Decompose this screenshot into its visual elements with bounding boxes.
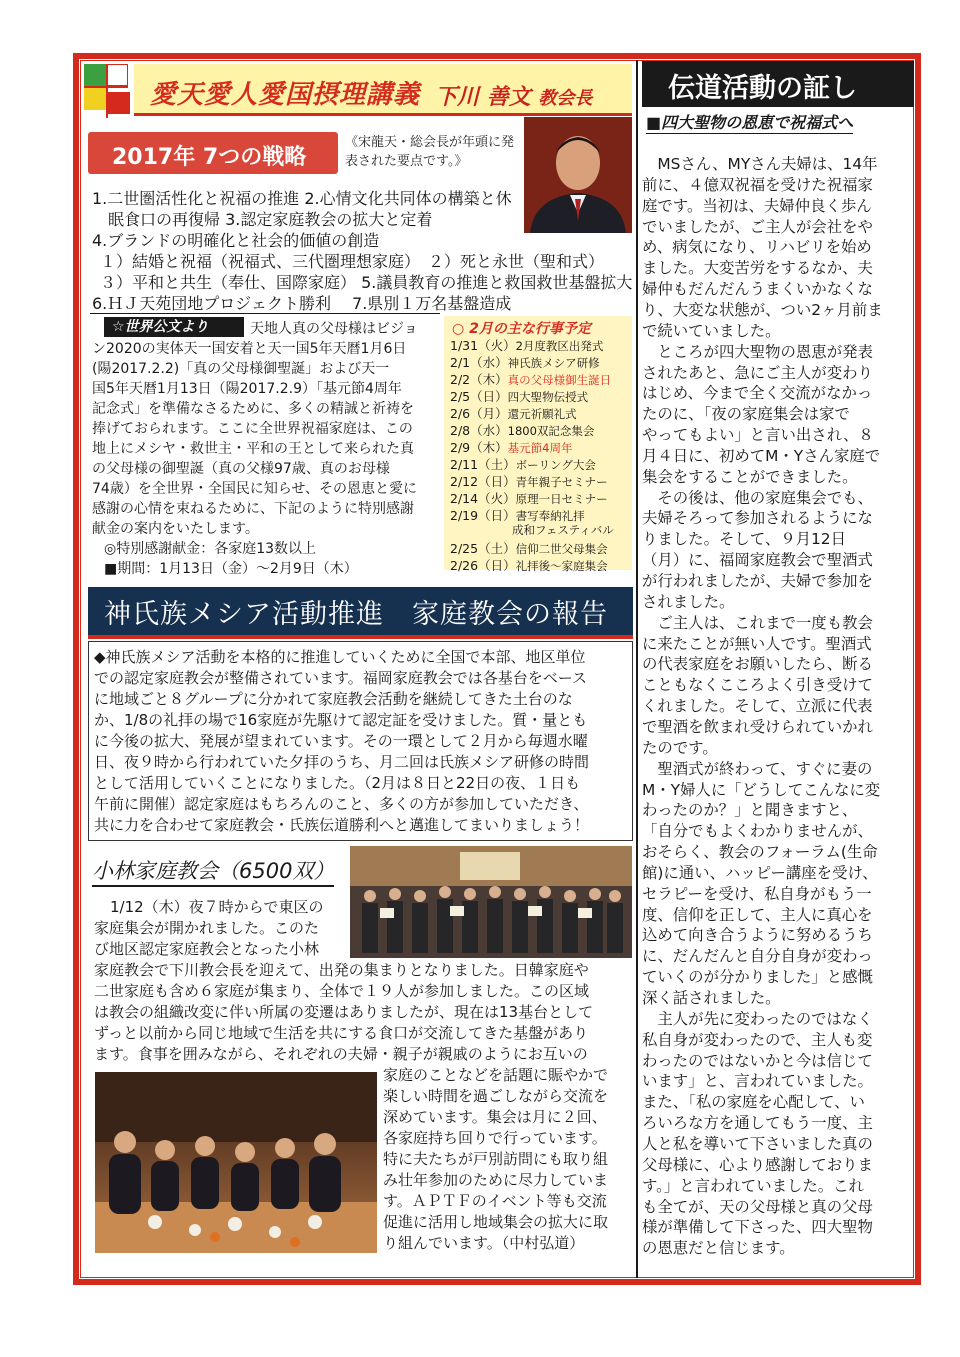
testimony-line: に、だんだんと自分自身が変わっ	[642, 947, 873, 966]
schedule-date: 2/1（水）	[450, 355, 508, 370]
testimony-line: 「自分でもよくわかりませんが、	[642, 822, 873, 841]
testimony-line: その後は、他の家庭集会でも、	[642, 488, 873, 507]
schedule-event: 信仰二世父母集会	[515, 542, 608, 556]
testimony-line: います」と、言われていました。	[642, 1072, 873, 1091]
schedule-event: 青年親子セミナー	[515, 475, 608, 489]
kobayashi-full-line-3: は教会の組織改変に伴い所属の変遷はありましたが、現在は13基台として	[94, 1003, 594, 1021]
world-label: ☆世界公文より	[104, 317, 244, 337]
schedule-date: 2/12（日）	[450, 474, 516, 489]
testimony-line: セラピーを受け、私自身がもう一	[642, 884, 872, 903]
schedule-event: 真の父母様御生誕日	[507, 373, 612, 387]
strategy-heading: 2017年 7つの戦略	[112, 145, 307, 170]
strategy-note: 《宋龍天・総会長が年頭に発表された要点です。》	[345, 135, 515, 169]
testimony-line: 月４日に、初めてM・Yさん家庭で	[642, 446, 881, 465]
world-line-12: ◎特別感謝献金：各家庭13数以上	[104, 541, 317, 557]
world-line-3: (陽2017.2.2)「真の父母様御聖誕」および天一	[92, 361, 390, 377]
schedule-date: 2/14（火）	[450, 491, 516, 506]
report-line-9: 共に力を合わせて家庭教会・氏族伝道勝利へと邁進してまいりましょう！	[94, 816, 590, 834]
testimony-line: の代表家庭をお願いしたら、断る	[642, 655, 873, 674]
column-divider	[636, 60, 638, 1278]
gathering-photo	[95, 1072, 377, 1253]
testimony-line: に来たことが無い人です。聖酒式	[642, 634, 872, 653]
schedule-date: 2/11（土）	[450, 457, 516, 472]
kobayashi-side-line-8: 促進に活用し地域集会の拡大に取	[383, 1213, 609, 1231]
world-line-6: 捧げておられます。ここに全世界祝福家庭は、この	[92, 421, 413, 437]
speaker-portrait-illustration	[524, 117, 632, 233]
schedule-date: 2/9（木）	[450, 440, 508, 455]
testimony-line: 度、信仰を正して、主人に真心を	[642, 905, 873, 924]
testimony-line: す。」と言われていました。これ	[642, 1176, 864, 1195]
testimony-line: でいましたが、ご主人が会社をや	[642, 217, 873, 236]
schedule-event: 書写奉納礼拝	[515, 509, 585, 523]
report-line-6: 日、夜９時から行われていた夕拝のうち、月二回は氏族メシア研修の時間	[94, 753, 590, 771]
schedule-event: 原理一日セミナー	[515, 492, 608, 506]
kobayashi-side-line-3: 深めています。集会は月に２回、	[383, 1108, 607, 1126]
testimony-line: されたあと、急にご主人が変わり	[642, 363, 873, 382]
schedule-row	[450, 353, 600, 371]
testimony-line: たのです。	[642, 738, 718, 757]
testimony-line: で聖酒を飲まれ受けられていかれ	[642, 717, 873, 736]
deco-square-yellow	[84, 88, 106, 110]
testimony-line: ところが四大聖物の恩恵が発表	[642, 342, 873, 361]
schedule-row	[450, 387, 588, 405]
schedule-event: 還元祈願礼式	[507, 407, 577, 421]
strategy-line-1: 1.二世圏活性化と祝福の推進 2.心情文化共同体の構築と休	[92, 189, 512, 208]
world-line-11: 献金の案内をいたします。	[92, 521, 259, 537]
schedule-date: 2/19（日）	[450, 508, 516, 523]
testimony-line: りました。そして、９月12日	[642, 530, 846, 549]
report-banner-title: 神氏族メシア活動推進 家庭教会の報告	[104, 599, 608, 630]
kobayashi-full-line-2: 二世家庭も含め６家庭が集まり、全体で１９人が参加しました。この区域	[94, 982, 590, 1000]
schedule-event: 四大聖物伝授式	[507, 390, 589, 404]
testimony-line: も全てが、天の父母様と真の父母	[642, 1197, 873, 1216]
speaker-photo	[524, 117, 632, 233]
report-line-4: か、1/8の礼拝の場で16家庭が先駆けて認定証を受けました。質・量とも	[94, 711, 588, 729]
deco-square-green	[84, 64, 106, 86]
testimony-line: 様が準備して下さった、四大聖物	[642, 1218, 873, 1237]
strategy-line-2: 眠食口の再復帰 3.認定家庭教会の拡大と定着	[108, 210, 433, 229]
world-line-1: 天地人真の父母様はビジョ	[250, 321, 418, 337]
strategy-line-3: 4.ブランドの明確化と社会的価値の創造	[92, 231, 380, 250]
report-line-1: ◆神氏族メシア活動を本格的に推進していくために全国で本部、地区単位	[94, 648, 586, 666]
kobayashi-side-line-7: す。ＡＰＴＦのイベント等も交流	[383, 1192, 607, 1210]
kobayashi-top-line-3: び地区認定家庭教会となった小林	[94, 940, 320, 958]
schedule-event: 1800双記念集会	[507, 424, 595, 438]
world-line-7: 地上にメシヤ・救世主・平和の王として来られた真	[92, 441, 414, 457]
world-line-8: の父母様の御聖誕（真の父様97歳、真のお母様	[92, 461, 390, 477]
kobayashi-full-line-4: ずっと以前から同じ地域で生活を共にする食口が交流してきた基盤があり	[94, 1024, 589, 1042]
world-line-2: ン2020の実体天一国安着と天一国5年天暦1月6日	[92, 341, 407, 357]
testimony-line: 婦仲もだんだんうまくいかなくな	[642, 280, 873, 299]
schedule-row	[450, 370, 611, 388]
deco-square-white	[106, 64, 128, 86]
testimony-line: されました。	[642, 592, 735, 611]
strategy-line-6: 6.ＨＪ天苑団地プロジェクト勝利 7.県別１万名基盤造成	[92, 294, 512, 313]
kobayashi-side-line-2: 楽しい時間を過ごしながら交流を	[383, 1087, 609, 1105]
testimony-line: 聖酒式が終わって、すぐに妻の	[642, 759, 873, 778]
testimony-line: の恩恵だと信じます。	[642, 1239, 795, 1258]
testimony-line: こともなくこころよく引き受けて	[642, 676, 873, 695]
testimony-line: ました。大変苦労をするなか、夫	[642, 259, 873, 278]
testimony-line: くれました。そして、立派に代表	[642, 697, 873, 716]
testimony-line: で続いていました。	[642, 321, 781, 340]
speaker-name-text: 下川 善文	[435, 85, 531, 110]
testimony-line: 人と私を導いて下さいました真の	[642, 1134, 873, 1153]
schedule-date: 2/2（木）	[450, 372, 508, 387]
schedule-row	[450, 489, 608, 507]
kobayashi-side-line-9: り組んでいます。（中村弘道）	[383, 1234, 585, 1252]
testimony-line: が行われましたが、夫婦で参加を	[642, 572, 873, 590]
schedule-row	[450, 404, 577, 422]
gathering-photo-illustration	[95, 1072, 377, 1253]
schedule-date: 2/8（水）	[450, 423, 508, 438]
lecture-title: 愛天愛人愛国摂理講義	[150, 80, 421, 110]
schedule-date: 2/5（日）	[450, 389, 508, 404]
world-divider	[90, 313, 440, 314]
report-line-3: に地域ごと８グループに分かれて家庭教会活動を継続してきた土台のな	[94, 690, 573, 708]
testimony-line: 前に、４億双祝福を受けた祝福家	[642, 175, 873, 194]
schedule-row	[450, 455, 596, 473]
schedule-date: 2/6（月）	[450, 406, 508, 421]
speaker-name	[435, 80, 592, 111]
schedule-date: 2/26（日）	[450, 558, 516, 573]
testimony-line: 庭です。当初は、夫婦仲良く歩ん	[642, 196, 872, 215]
testimony-line: め、病気になり、リハビリを始め	[642, 238, 872, 257]
testimony-line: M・Y婦人に「どうしてこんなに変	[642, 780, 881, 799]
testimony-line: 私自身が変わったので、主人も変	[642, 1030, 873, 1049]
schedule-row	[450, 556, 608, 574]
testimony-title: 伝道活動の証し	[668, 73, 857, 104]
testimony-line: MSさん、MYさん夫婦は、14年	[642, 155, 878, 173]
deco-square-red	[108, 92, 130, 114]
testimony-line: 夫婦そろって参加されるようにな	[642, 509, 873, 528]
schedule-row	[450, 539, 608, 557]
world-line-5: 記念式」を準備なさるために、多くの精誠と祈祷を	[92, 401, 414, 417]
kobayashi-top-line-1: 1/12（木）夜７時からで東区の	[110, 898, 324, 916]
speaker-role: 教会長	[538, 88, 593, 109]
kobayashi-side-line-5: 特に夫たちが戸別訪問にも取り組	[383, 1150, 609, 1168]
schedule-row	[450, 421, 594, 439]
world-line-10: 感謝の心情を束ねるために、下記のように特別感謝	[92, 501, 414, 517]
schedule-event: 成和フェスティバル	[512, 523, 614, 537]
testimony-line: はじめ、今まで全く交流がなかっ	[642, 384, 873, 403]
group-photo-illustration	[350, 846, 632, 958]
testimony-line: （月）に、福岡家庭教会で聖酒式	[642, 551, 873, 570]
world-line-4: 国5年天暦1月13日（陽2017.2.9）「基元節4周年	[92, 381, 402, 397]
testimony-subtitle: ■四大聖物の恩恵で祝福式へ	[646, 110, 853, 134]
kobayashi-side-line-6: み壮年参加のために尽力していま	[383, 1171, 609, 1189]
testimony-line: 父母様に、心より感謝しておりま	[642, 1155, 873, 1174]
testimony-line: 館)に通い、ハッピー講座を受け、	[642, 863, 878, 882]
schedule-title: ○ 2月の主な行事予定	[452, 321, 591, 337]
schedule-event: 礼拝後～家庭集会	[515, 559, 608, 573]
kobayashi-side-line-4: 各家庭持ち回りで行っています。	[383, 1129, 607, 1147]
testimony-line: わったのか？」と聞きますと、	[642, 801, 858, 820]
testimony-line: やってもよい」と言い出され、８	[642, 426, 874, 445]
report-line-7: として活用していくことになりました。（2月は８日と22日の夜、１日も	[94, 774, 581, 792]
schedule-row	[450, 336, 603, 354]
strategy-line-4: １）結婚と祝福（祝福式、三代圏理想家庭） ２）死と永世（聖和式）	[100, 252, 605, 271]
testimony-line: わったのではないかと今は信じて	[642, 1051, 873, 1070]
testimony-line: 集会をすることができました。	[642, 467, 858, 486]
strategy-line-5: ３）平和と共生（奉仕、国際家庭） 5.議員教育の推進と救国救世基盤拡大	[100, 273, 633, 292]
schedule-row	[450, 472, 608, 490]
schedule-event: 基元節4周年	[507, 441, 573, 455]
testimony-line: 深く話されました。	[642, 989, 781, 1007]
testimony-line: 込めて向き合うように努めるうち	[642, 926, 873, 945]
testimony-line: ろいろな方を通してもう一度、主	[642, 1114, 873, 1133]
schedule-date: 1/31（火）	[450, 338, 516, 353]
schedule-row	[450, 438, 572, 456]
report-line-5: に今後の拡大、発展が望まれています。その一環として２月から毎週水曜	[94, 732, 588, 750]
kobayashi-full-line-1: 家庭教会で下川教会長を迎えて、出発の集まりとなりました。日韓家庭や	[94, 961, 589, 979]
world-line-13: ■期間：1月13日（金）～2月9日（木）	[104, 561, 358, 577]
testimony-line: り、大変な状態が、つい2ヶ月前ま	[642, 300, 883, 319]
schedule-date: 2/25（土）	[450, 541, 516, 556]
testimony-line: 主人が先に変わったのではなく	[642, 1009, 873, 1028]
report-line-8: 午前に開催）認定家庭はもちろんのこと、多くの方が参加していただき、	[94, 795, 589, 813]
kobayashi-side-line-1: 家庭のことなどを話題に賑やかで	[383, 1066, 609, 1084]
schedule-event: ボーリング大会	[515, 458, 596, 472]
schedule-event: 神氏族メシア研修	[507, 356, 600, 370]
kobayashi-title: 小林家庭教会（6500双）	[92, 855, 334, 887]
world-line-9: 74歳）を全世界・全国民に知らせ、その恩恵と愛に	[92, 481, 417, 497]
testimony-line: ご主人は、これまで一度も教会	[642, 613, 873, 632]
report-line-2: での認定家庭教会が整備されています。福岡家庭教会では各基台をベース	[94, 669, 588, 687]
testimony-line: ていくのが分かりました」と感慨	[642, 968, 873, 987]
testimony-line: おそらく、教会のフォーラム(生命	[642, 843, 878, 862]
kobayashi-full-line-5: ます。食事を囲みながら、それぞれの夫婦・親子が親戚のようにお互いの	[94, 1045, 588, 1063]
kobayashi-top-line-2: 家庭集会が開かれました。このた	[94, 919, 320, 937]
testimony-line: たのに、「夜の家庭集会は家で	[642, 405, 850, 424]
testimony-line: また、「私の家庭を心配して、い	[642, 1093, 865, 1112]
schedule-event: 2月度教区出発式	[515, 339, 604, 353]
group-photo	[350, 846, 632, 958]
schedule-row	[512, 522, 614, 538]
